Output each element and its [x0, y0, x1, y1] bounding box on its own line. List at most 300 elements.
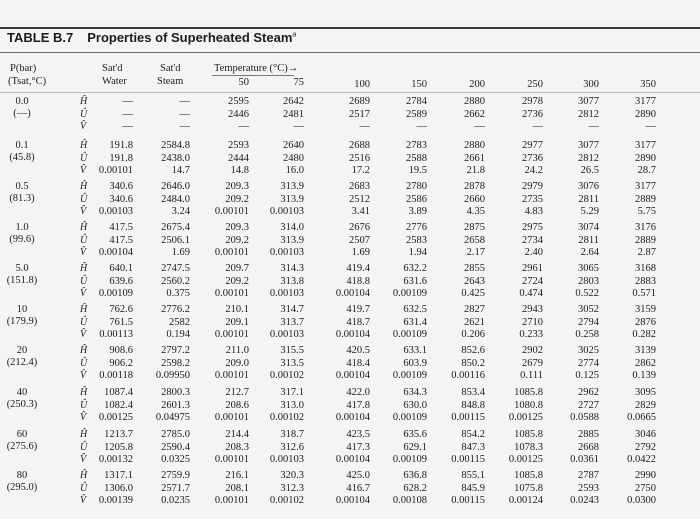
table-cell: 0.00104: [335, 454, 370, 465]
property-symbol-U: Û: [80, 357, 88, 369]
table-cell: 3046: [635, 429, 656, 440]
table-cell: 314.0: [280, 222, 304, 233]
table-cell: 2890: [635, 108, 656, 120]
table-cell: —: [474, 121, 485, 132]
table-cell: 2943: [522, 304, 543, 315]
table-cell: 28.7: [637, 165, 656, 176]
property-symbol-V: V̂: [80, 288, 87, 299]
table-cell: 0.233: [519, 329, 543, 340]
temperature-column-header: 350: [640, 79, 656, 90]
table-cell: 214.4: [225, 429, 249, 440]
table-cell: 2507: [349, 234, 370, 246]
table-cell: 0.00104: [335, 495, 370, 506]
satsteam-header-2: Steam: [157, 76, 184, 87]
table-cell: —: [179, 108, 190, 120]
property-symbol-U: Û: [80, 234, 88, 246]
table-cell: 0.00104: [335, 329, 370, 340]
table-cell: 2811: [578, 234, 599, 246]
table-cell: 209.0: [225, 357, 249, 369]
saturation-temperature: (151.8): [6, 275, 38, 286]
table-cell: —: [179, 96, 190, 107]
table-cell: 208.1: [225, 482, 249, 494]
table-cell: 0.375: [166, 288, 190, 299]
table-cell: 2880: [464, 96, 485, 107]
property-symbol-V: V̂: [80, 165, 87, 176]
table-cell: 2512: [349, 193, 370, 205]
table-cell: 210.1: [225, 304, 249, 315]
table-title: [7, 30, 296, 45]
table-cell: 2883: [635, 275, 656, 287]
property-symbol-H: Ĥ: [80, 429, 88, 440]
table-cell: 0.00102: [269, 370, 304, 381]
table-cell: —: [293, 121, 304, 132]
table-cell: 632.5: [403, 304, 427, 315]
table-cell: 418.7: [346, 316, 370, 328]
saturation-temperature: (212.4): [6, 357, 38, 368]
property-symbol-U: Û: [80, 108, 88, 120]
table-cell: 2727: [578, 399, 599, 411]
table-cell: 0.206: [461, 329, 485, 340]
table-cell: 0.00104: [98, 247, 133, 258]
table-cell: 2688: [349, 140, 370, 151]
table-cell: 0.00115: [451, 412, 485, 423]
table-cell: 1213.7: [104, 429, 133, 440]
table-cell: 2776: [406, 222, 427, 233]
property-symbol-V: V̂: [80, 247, 87, 258]
table-cell: 0.00115: [451, 454, 485, 465]
table-cell: 0.111: [520, 370, 543, 381]
table-cell: 2584.8: [161, 140, 190, 151]
table-cell: 0.00101: [214, 454, 249, 465]
temperature-column-header: 250: [527, 79, 543, 90]
table-cell: 761.5: [109, 316, 133, 328]
table-cell: 1082.4: [104, 399, 133, 411]
table-cell: 3.24: [171, 206, 190, 217]
table-cell: —: [359, 121, 370, 132]
table-cell: 2679: [522, 357, 543, 369]
table-cell: 425.0: [346, 470, 370, 481]
table-cell: 313.9: [280, 193, 304, 205]
table-cell: 848.8: [461, 399, 485, 411]
table-cell: —: [122, 108, 133, 120]
table-cell: 5.29: [580, 206, 599, 217]
table-cell: 2446: [228, 108, 249, 120]
table-cell: 0.00125: [508, 454, 543, 465]
table-cell: 209.2: [225, 193, 249, 205]
table-cell: 0.00109: [392, 454, 427, 465]
table-cell: 0.125: [575, 370, 599, 381]
table-cell: 0.00101: [214, 370, 249, 381]
table-cell: 0.0300: [627, 495, 656, 506]
table-cell: 640.1: [109, 263, 133, 274]
table-cell: —: [122, 96, 133, 107]
temperature-column-header: 200: [469, 79, 485, 90]
satwater-header-1: Sat'd: [102, 63, 123, 74]
table-cell: 208.3: [225, 441, 249, 453]
saturation-temperature: (81.3): [9, 193, 35, 204]
table-cell: 2516: [349, 152, 370, 164]
table-cell: 3177: [635, 96, 656, 107]
table-cell: 2961: [522, 263, 543, 274]
table-cell: 0.00101: [214, 206, 249, 217]
table-cell: 1085.8: [514, 387, 543, 398]
table-cell: 1078.3: [514, 441, 543, 453]
table-cell: 209.7: [225, 263, 249, 274]
table-cell: 2889: [635, 234, 656, 246]
table-cell: 2593: [228, 140, 249, 151]
table-cell: 0.00101: [214, 247, 249, 258]
table-cell: 3.89: [408, 206, 427, 217]
pressure-value: 80: [16, 470, 28, 481]
table-cell: 2889: [635, 193, 656, 205]
table-cell: 2598.2: [161, 357, 190, 369]
table-cell: 2878: [464, 181, 485, 192]
table-cell: 2642: [283, 96, 304, 107]
table-number: TABLE B.7: [7, 30, 74, 45]
saturation-temperature: (45.8): [9, 152, 35, 163]
table-cell: 26.5: [580, 165, 599, 176]
table-cell: 2560.2: [161, 275, 190, 287]
table-cell: 1085.8: [514, 470, 543, 481]
table-cell: —: [645, 121, 656, 132]
table-cell: 3065: [578, 263, 599, 274]
table-cell: 418.8: [346, 275, 370, 287]
table-cell: 317.1: [280, 387, 304, 398]
table-cell: 2658: [464, 234, 485, 246]
property-symbol-H: Ĥ: [80, 222, 88, 233]
table-cell: 854.2: [461, 429, 485, 440]
table-cell: 2438.0: [161, 152, 190, 164]
table-cell: 0.00102: [269, 495, 304, 506]
table-cell: —: [122, 121, 133, 132]
property-symbol-H: Ĥ: [80, 96, 88, 107]
property-symbol-U: Û: [80, 316, 88, 328]
table-cell: 0.00101: [214, 412, 249, 423]
table-cell: 1205.8: [104, 441, 133, 453]
property-symbol-U: Û: [80, 482, 88, 494]
table-cell: 0.0422: [627, 454, 656, 465]
table-cell: 209.1: [225, 316, 249, 328]
table-cell: 0.09950: [155, 370, 190, 381]
table-cell: 312.3: [280, 482, 304, 494]
property-symbol-V: V̂: [80, 495, 87, 506]
table-cell: 0.00103: [269, 329, 304, 340]
table-cell: 2571.7: [161, 482, 190, 494]
table-cell: 313.8: [280, 275, 304, 287]
table-cell: 0.00109: [392, 329, 427, 340]
table-cell: 416.7: [346, 482, 370, 494]
table-cell: 2590.4: [161, 441, 190, 453]
table-cell: 5.75: [637, 206, 656, 217]
temperature-header: Temperature (°C)→: [214, 63, 299, 74]
property-symbol-U: Û: [80, 193, 88, 205]
table-cell: 2444: [228, 152, 249, 164]
table-cell: 211.0: [225, 345, 249, 356]
table-cell: 2.17: [466, 247, 485, 258]
table-cell: 634.3: [403, 387, 427, 398]
saturation-temperature: (275.6): [6, 441, 38, 452]
saturation-temperature: (295.0): [6, 482, 38, 493]
table-cell: 212.7: [225, 387, 249, 398]
table-cell: 2646.0: [161, 181, 190, 192]
table-cell: 313.9: [280, 234, 304, 246]
table-cell: 2977: [522, 140, 543, 151]
table-cell: 0.00104: [335, 288, 370, 299]
table-cell: 2595: [228, 96, 249, 107]
table-cell: 2750: [635, 482, 656, 494]
table-cell: 313.9: [280, 181, 304, 192]
table-cell: 2582: [169, 316, 190, 328]
table-cell: —: [179, 121, 190, 132]
saturation-temperature: (250.3): [6, 399, 38, 410]
table-cell: 2787: [578, 470, 599, 481]
table-cell: 2875: [464, 222, 485, 233]
table-cell: 422.0: [346, 387, 370, 398]
table-cell: 417.8: [346, 399, 370, 411]
table-cell: 19.5: [408, 165, 427, 176]
pressure-value: 20: [16, 345, 28, 356]
table-title-text: Properties of Superheated Steam: [87, 30, 293, 45]
table-cell: 340.6: [109, 181, 133, 192]
table-cell: 17.2: [351, 165, 370, 176]
table-cell: 2855: [464, 263, 485, 274]
table-cell: 313.5: [280, 357, 304, 369]
table-cell: 2621: [464, 316, 485, 328]
table-cell: 0.0325: [161, 454, 190, 465]
table-cell: 0.04975: [155, 412, 190, 423]
table-cell: 855.1: [461, 470, 485, 481]
table-cell: 2829: [635, 399, 656, 411]
table-cell: 417.3: [346, 441, 370, 453]
table-cell: 0.00132: [98, 454, 133, 465]
table-cell: 2747.5: [161, 263, 190, 274]
pressure-value: 10: [16, 304, 28, 315]
table-cell: 0.0235: [161, 495, 190, 506]
table-cell: 21.8: [466, 165, 485, 176]
table-cell: 419.7: [346, 304, 370, 315]
table-cell: 633.1: [403, 345, 427, 356]
table-cell: 3.41: [351, 206, 370, 217]
table-cell: 2675.4: [161, 222, 190, 233]
table-cell: 908.6: [109, 345, 133, 356]
table-cell: 3139: [635, 345, 656, 356]
table-cell: 2759.9: [161, 470, 190, 481]
table-cell: 2812: [578, 152, 599, 164]
table-cell: 209.3: [225, 222, 249, 233]
table-cell: 0.00116: [451, 370, 485, 381]
table-cell: 852.6: [461, 345, 485, 356]
property-symbol-H: Ĥ: [80, 140, 88, 151]
table-cell: 0.00125: [98, 412, 133, 423]
table-cell: 191.8: [109, 152, 133, 164]
table-cell: 420.5: [346, 345, 370, 356]
property-symbol-V: V̂: [80, 121, 87, 132]
table-cell: 2724: [522, 275, 543, 287]
table-cell: 0.00109: [392, 412, 427, 423]
pressure-value: 0.5: [15, 181, 29, 192]
table-cell: 639.6: [109, 275, 133, 287]
table-cell: 0.00109: [392, 370, 427, 381]
table-cell: 2583: [406, 234, 427, 246]
table-cell: 0.00104: [335, 412, 370, 423]
table-cell: 24.2: [524, 165, 543, 176]
table-cell: 0.0665: [627, 412, 656, 423]
table-cell: —: [588, 121, 599, 132]
table-cell: 0.00101: [214, 495, 249, 506]
table-cell: 635.6: [403, 429, 427, 440]
table-cell: 0.282: [632, 329, 656, 340]
pressure-header: P(bar): [10, 63, 37, 74]
table-cell: 2827: [464, 304, 485, 315]
satsteam-header-1: Sat'd: [160, 63, 181, 74]
table-cell: 2734: [522, 234, 543, 246]
temperature-column-header: 100: [354, 79, 370, 90]
table-cell: 2792: [635, 441, 656, 453]
table-cell: 2776.2: [161, 304, 190, 315]
table-cell: 2.87: [637, 247, 656, 258]
table-cell: 2975: [522, 222, 543, 233]
table-cell: 3177: [635, 181, 656, 192]
table-cell: 2794: [578, 316, 599, 328]
table-cell: —: [238, 121, 249, 132]
table-cell: 4.35: [466, 206, 485, 217]
pressure-value: 0.1: [15, 140, 29, 151]
saturation-temperature: (99.6): [9, 234, 35, 245]
table-cell: 0.194: [166, 329, 190, 340]
property-symbol-V: V̂: [80, 454, 87, 465]
table-cell: 0.00109: [392, 288, 427, 299]
table-cell: 0.0243: [570, 495, 599, 506]
table-cell: 2736: [522, 108, 543, 120]
table-cell: 1.69: [351, 247, 370, 258]
table-cell: 2890: [635, 152, 656, 164]
table-cell: 208.6: [225, 399, 249, 411]
table-cell: 2643: [464, 275, 485, 287]
table-cell: 2800.3: [161, 387, 190, 398]
table-cell: 0.00104: [335, 370, 370, 381]
table-cell: 630.0: [403, 399, 427, 411]
table-cell: 845.9: [461, 482, 485, 494]
table-cell: 191.8: [109, 140, 133, 151]
table-cell: 3159: [635, 304, 656, 315]
table-cell: 0.571: [632, 288, 656, 299]
table-cell: 0.00102: [269, 412, 304, 423]
table-cell: 628.2: [403, 482, 427, 494]
table-cell: 2876: [635, 316, 656, 328]
table-cell: 2506.1: [161, 234, 190, 246]
table-cell: 320.3: [280, 470, 304, 481]
saturation-temperature: (179.9): [6, 316, 38, 327]
table-cell: 313.0: [280, 399, 304, 411]
table-cell: 1317.1: [104, 470, 133, 481]
table-cell: 3095: [635, 387, 656, 398]
property-symbol-U: Û: [80, 399, 88, 411]
table-cell: 216.1: [225, 470, 249, 481]
property-symbol-H: Ĥ: [80, 181, 88, 192]
table-cell: 2979: [522, 181, 543, 192]
property-symbol-U: Û: [80, 152, 88, 164]
property-symbol-U: Û: [80, 441, 88, 453]
table-cell: 1075.8: [514, 482, 543, 494]
table-cell: 2780: [406, 181, 427, 192]
property-symbol-H: Ĥ: [80, 470, 88, 481]
table-cell: 2902: [522, 345, 543, 356]
table-cell: 4.83: [524, 206, 543, 217]
table-cell: 313.7: [280, 316, 304, 328]
table-cell: —: [532, 121, 543, 132]
table-cell: 2668: [578, 441, 599, 453]
table-cell: 2962: [578, 387, 599, 398]
table-cell: 1.69: [171, 247, 190, 258]
table-cell: 0.474: [519, 288, 543, 299]
table-cell: 315.5: [280, 345, 304, 356]
table-cell: 3077: [578, 140, 599, 151]
table-cell: 2589: [406, 108, 427, 120]
table-cell: 0.0588: [570, 412, 599, 423]
table-cell: 0.00113: [99, 329, 133, 340]
table-cell: 0.00101: [214, 329, 249, 340]
table-cell: 2978: [522, 96, 543, 107]
table-cell: 2783: [406, 140, 427, 151]
table-cell: 2661: [464, 152, 485, 164]
table-cell: 3076: [578, 181, 599, 192]
table-cell: 850.2: [461, 357, 485, 369]
table-cell: 0.00124: [508, 495, 543, 506]
saturation-temperature: (—): [13, 108, 31, 119]
table-cell: 1080.8: [514, 399, 543, 411]
table-cell: 2586: [406, 193, 427, 205]
row-divider: [0, 92, 700, 93]
table-cell: 1085.8: [514, 429, 543, 440]
table-cell: 2588: [406, 152, 427, 164]
temperature-column-header: 50: [238, 77, 249, 88]
table-cell: 2484.0: [161, 193, 190, 205]
table-cell: 2784: [406, 96, 427, 107]
table-cell: 1.94: [408, 247, 427, 258]
footnote-mark: a: [292, 31, 297, 39]
table-cell: 2660: [464, 193, 485, 205]
table-cell: 0.522: [575, 288, 599, 299]
table-cell: 209.2: [225, 275, 249, 287]
property-symbol-V: V̂: [80, 329, 87, 340]
table-cell: 312.6: [280, 441, 304, 453]
table-cell: 0.00103: [269, 454, 304, 465]
table-cell: 2662: [464, 108, 485, 120]
table-cell: 2689: [349, 96, 370, 107]
table-cell: 3025: [578, 345, 599, 356]
table-cell: 1087.4: [104, 387, 133, 398]
table-cell: 417.5: [109, 222, 133, 233]
table-cell: 418.4: [346, 357, 370, 369]
table-cell: 423.5: [346, 429, 370, 440]
table-cell: 906.2: [109, 357, 133, 369]
table-cell: 3074: [578, 222, 599, 233]
table-cell: 0.00118: [99, 370, 133, 381]
table-cell: 2481: [283, 108, 304, 120]
table-cell: 2736: [522, 152, 543, 164]
table-cell: 2640: [283, 140, 304, 151]
table-cell: 2480: [283, 152, 304, 164]
table-cell: 0.0361: [570, 454, 599, 465]
table-cell: 209.2: [225, 234, 249, 246]
table-cell: 2683: [349, 181, 370, 192]
property-symbol-H: Ĥ: [80, 263, 88, 274]
table-cell: 14.7: [171, 165, 190, 176]
table-cell: 847.3: [461, 441, 485, 453]
tsat-header: (Tsat,°C): [8, 76, 47, 87]
table-cell: 2990: [635, 470, 656, 481]
table-cell: 2774: [578, 357, 599, 369]
